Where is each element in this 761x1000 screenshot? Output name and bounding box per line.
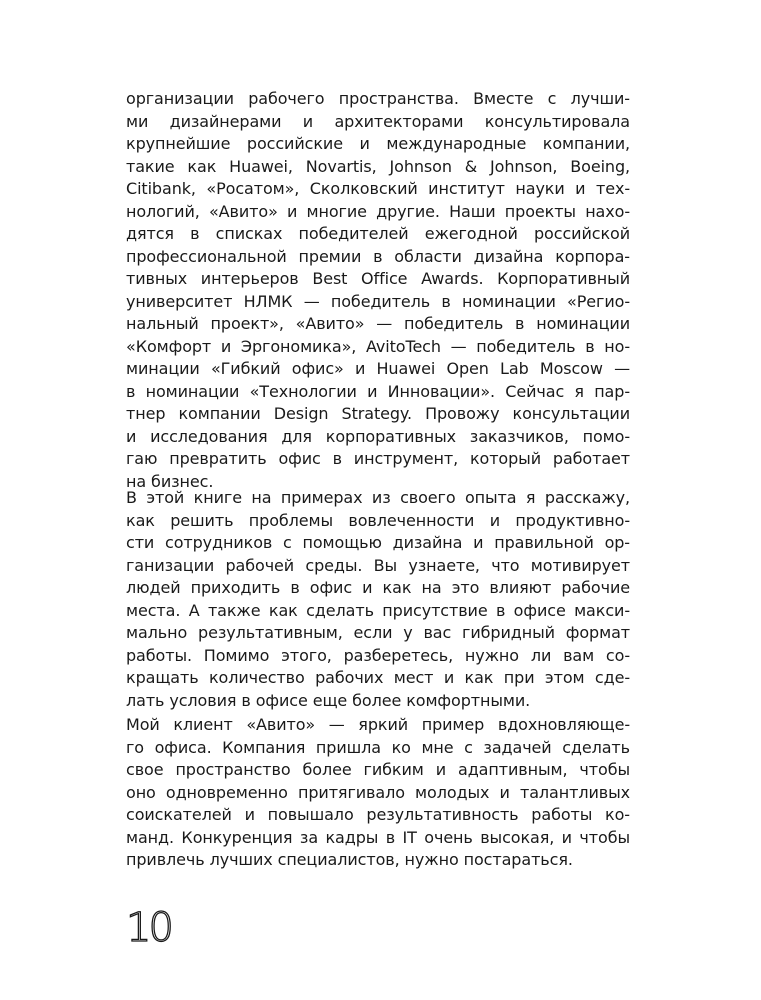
text-line: Citibank, «Росатом», Сколковский институт науки и тех- [126, 179, 630, 198]
text-line: университет НЛМК — победитель в номинации «Регио- [126, 291, 630, 311]
text-line: и исследования для корпоративных заказчиков, помо- [126, 426, 630, 446]
text-line: на бизнес. [126, 471, 214, 491]
text-line: ми дизайнерами и архитекторами консультировала [126, 111, 630, 131]
text-line: «Комфорт и Эргономика», AvitoTech — победитель в но- [126, 336, 630, 356]
text-line: свое пространство более гибким и адаптивным, чтобы [126, 760, 630, 779]
text-line: места. А также как сделать присутствие в офисе макси- [126, 600, 630, 620]
text-line: работы. Помимо этого, разберетесь, нужно ли вам со- [126, 645, 630, 665]
text-line: кращать количество рабочих мест и как при этом сде- [126, 668, 630, 687]
text-line: го офиса. Компания пришла ко мне с задачей сделать [126, 737, 630, 757]
text-line: Мой клиент «Авито» — яркий пример вдохновляюще- [126, 715, 630, 734]
text-line: нальный проект», «Авито» — победитель в номинации [126, 314, 630, 333]
text-line: ганизации рабочей среды. Вы узнаете, что мотивирует [126, 555, 630, 575]
page-number: 10 [126, 905, 171, 951]
text-line: людей приходить в офис и как на это влияют рабочие [126, 578, 630, 597]
text-line: минации «Гибкий офис» и Huawei Open Lab Moscow — [126, 359, 630, 378]
text-line: организации рабочего пространства. Вместе с лучши- [126, 89, 630, 108]
paragraph [126, 487, 630, 712]
text-line: профессиональной премии в области дизайна корпора- [126, 246, 630, 266]
paragraph [126, 714, 630, 872]
text-line: дятся в списках победителей ежегодной российской [126, 224, 630, 243]
text-line: как решить проблемы вовлеченности и продуктивно- [126, 510, 630, 530]
text-line: тнер компании Design Strategy. Провожу консультации [126, 404, 630, 423]
text-line: такие как Huawei, Novartis, Johnson & Johnson, Boeing, [126, 156, 630, 176]
text-line: манд. Конкуренция за кадры в IT очень высокая, и чтобы [126, 827, 630, 847]
text-line: В этой книге на примерах из своего опыта я расскажу, [126, 488, 630, 507]
text-line: мально результативным, если у вас гибридный формат [126, 623, 630, 642]
text-line: крупнейшие российские и международные компании, [126, 134, 630, 153]
text-line: тивных интерьеров Best Office Awards. Корпоративный [126, 269, 630, 288]
text-line: соискателей и повышало результативность работы ко- [126, 805, 630, 824]
text-line: в номинации «Технологии и Инновации». Сейчас я пар- [126, 381, 630, 401]
text-line: лать условия в офисе еще более комфортными. [126, 690, 531, 710]
text-line: нологий, «Авито» и многие другие. Наши проекты нахо- [126, 201, 630, 221]
text-line: гаю превратить офис в инструмент, который работает [126, 449, 630, 468]
paragraph [126, 88, 630, 493]
text-line: привлечь лучших специалистов, нужно постараться. [126, 850, 573, 869]
text-line: сти сотрудников с помощью дизайна и правильной ор- [126, 533, 630, 552]
text-line: оно одновременно притягивало молодых и талантливых [126, 782, 630, 802]
